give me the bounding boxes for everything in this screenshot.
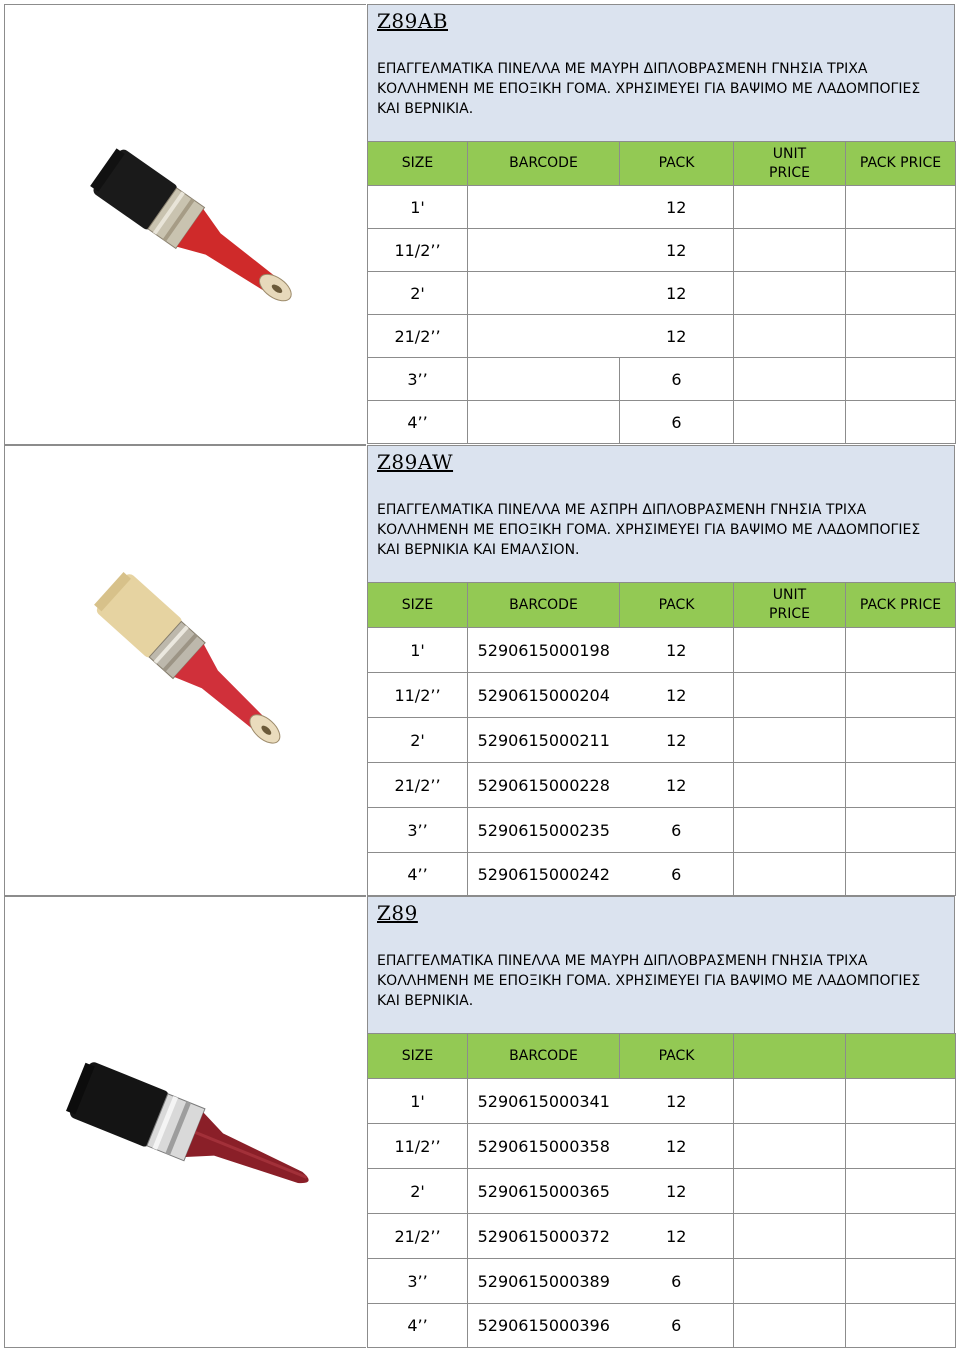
table-row [368, 853, 956, 896]
column-header-pack-price: PACK PRICE [846, 583, 956, 628]
product-code: Z89AB [377, 9, 448, 33]
product-details [367, 4, 955, 445]
cell-empty [846, 1124, 956, 1169]
cell-size: 1' [368, 628, 468, 673]
cell-barcode: 5290615000396 [468, 1304, 620, 1348]
cell-pack: 12 [620, 1079, 734, 1124]
cell-barcode: 5290615000211 [468, 718, 620, 763]
table-row [368, 315, 956, 358]
cell-unit-price [734, 853, 846, 896]
product-description-box [367, 896, 955, 1033]
cell-pack: 12 [620, 718, 734, 763]
cell-size: 11/2’’ [368, 673, 468, 718]
cell-unit-price [734, 718, 846, 763]
cell-unit-price [734, 673, 846, 718]
cell-size: 4’’ [368, 401, 468, 444]
cell-unit-price [734, 808, 846, 853]
cell-size: 21/2’’ [368, 315, 468, 358]
cell-pack: 6 [620, 358, 734, 401]
cell-pack-price [846, 272, 956, 315]
cell-pack-price [846, 315, 956, 358]
product-code: Z89AW [377, 450, 454, 474]
column-header-pack: PACK [620, 583, 734, 628]
cell-unit-price [734, 401, 846, 444]
column-header-size: SIZE [368, 583, 468, 628]
cell-empty [734, 1169, 846, 1214]
cell-unit-price [734, 229, 846, 272]
table-row [368, 1259, 956, 1304]
table-row [368, 358, 956, 401]
cell-pack: 12 [620, 628, 734, 673]
cell-size: 11/2’’ [368, 1124, 468, 1169]
cell-size: 21/2’’ [368, 1214, 468, 1259]
cell-pack: 12 [620, 673, 734, 718]
cell-pack: 6 [620, 1304, 734, 1348]
table-row [368, 808, 956, 853]
cell-empty [734, 1124, 846, 1169]
cell-barcode: 5290615000389 [468, 1259, 620, 1304]
cell-size: 4’’ [368, 853, 468, 896]
cell-pack: 6 [620, 1259, 734, 1304]
cell-barcode: 5290615000341 [468, 1079, 620, 1124]
product-code: Z89 [377, 901, 418, 925]
cell-pack: 6 [620, 401, 734, 444]
product-description: ΕΠΑΓΓΕΛΜΑΤΙΚΑ ΠΙΝΕΛΛΑ ΜΕ ΜΑΥΡΗ ΔΙΠΛΟΒΡΑΣΜΕΝΗ ΓΝΗΣΙΑ ΤΡΙΧΑ ΚΟΛΛΗΜΕΝΗ ΜΕ ΕΠΟΞΙΚΗ ΓΟΜΑ. ΧΡΗΣΙΜΕΥΕΙ ΓΙΑ ΒΑΨΙΜΟ ΜΕ ΛΑΔΟΜΠΟΓΙΕΣ ΚΑΙ ΒΕΡΝΙΚΙΑ. [377, 61, 921, 117]
table-row [368, 673, 956, 718]
cell-pack: 6 [620, 853, 734, 896]
table-row [368, 718, 956, 763]
cell-barcode: 5290615000365 [468, 1169, 620, 1214]
cell-unit-price [734, 358, 846, 401]
paintbrush-white-bristle-icon [55, 556, 335, 786]
cell-pack: 6 [620, 808, 734, 853]
cell-barcode: 5290615000235 [468, 808, 620, 853]
cell-size: 3’’ [368, 808, 468, 853]
product-description: ΕΠΑΓΓΕΛΜΑΤΙΚΑ ΠΙΝΕΛΛΑ ΜΕ ΜΑΥΡΗ ΔΙΠΛΟΒΡΑΣΜΕΝΗ ΓΝΗΣΙΑ ΤΡΙΧΑ ΚΟΛΛΗΜΕΝΗ ΜΕ ΕΠΟΞΙΚΗ ΓΟΜΑ. ΧΡΗΣΙΜΕΥΕΙ ΓΙΑ ΒΑΨΙΜΟ ΜΕ ΛΑΔΟΜΠΟΓΙΕΣ ΚΑΙ ΒΕΡΝΙΚΙΑ. [377, 953, 921, 1009]
table-row [368, 628, 956, 673]
product-details [367, 896, 955, 1348]
cell-pack: 12 [620, 763, 734, 808]
cell-barcode: 5290615000228 [468, 763, 620, 808]
cell-barcode: 5290615000242 [468, 853, 620, 896]
cell-size: 4’’ [368, 1304, 468, 1348]
column-header-pack: PACK [620, 142, 734, 186]
cell-barcode [468, 358, 620, 401]
cell-pack: 12 [620, 229, 734, 272]
cell-unit-price [734, 763, 846, 808]
paintbrush-black-bristle-icon [55, 135, 335, 335]
cell-size: 2' [368, 272, 468, 315]
cell-pack-price [846, 808, 956, 853]
cell-size: 2' [368, 1169, 468, 1214]
cell-empty [734, 1214, 846, 1259]
cell-unit-price [734, 628, 846, 673]
cell-pack-price [846, 229, 956, 272]
column-header-size: SIZE [368, 142, 468, 186]
product-image-cell [4, 896, 366, 1348]
cell-empty [734, 1304, 846, 1348]
table-row [368, 229, 956, 272]
cell-size: 11/2’’ [368, 229, 468, 272]
cell-size: 2' [368, 718, 468, 763]
cell-barcode [468, 272, 620, 315]
column-header-unit-price: UNIT PRICE [734, 142, 846, 186]
cell-pack: 12 [620, 1169, 734, 1214]
column-header-barcode: BARCODE [468, 142, 620, 186]
cell-pack: 12 [620, 186, 734, 229]
cell-empty [846, 1169, 956, 1214]
table-row [368, 401, 956, 444]
column-header-barcode: BARCODE [468, 1034, 620, 1079]
cell-pack-price [846, 853, 956, 896]
product-section-z89ab [4, 4, 955, 445]
cell-empty [846, 1079, 956, 1124]
cell-empty [846, 1304, 956, 1348]
product-section-z89aw [4, 445, 955, 896]
cell-unit-price [734, 315, 846, 358]
cell-pack-price [846, 763, 956, 808]
cell-unit-price [734, 186, 846, 229]
cell-pack-price [846, 401, 956, 444]
cell-size: 21/2’’ [368, 763, 468, 808]
cell-pack: 12 [620, 1214, 734, 1259]
cell-barcode: 5290615000358 [468, 1124, 620, 1169]
product-image-cell [4, 445, 366, 896]
product-section-z89 [4, 896, 955, 1348]
cell-size: 1' [368, 1079, 468, 1124]
column-header-barcode: BARCODE [468, 583, 620, 628]
cell-barcode: 5290615000372 [468, 1214, 620, 1259]
table-row [368, 1214, 956, 1259]
paintbrush-dark-red-icon [50, 1027, 350, 1247]
cell-barcode: 5290615000198 [468, 628, 620, 673]
table-row [368, 1169, 956, 1214]
cell-pack-price [846, 186, 956, 229]
column-header-pack-price: PACK PRICE [846, 142, 956, 186]
product-description-box [367, 4, 955, 141]
product-table [367, 1033, 956, 1348]
cell-pack-price [846, 673, 956, 718]
cell-size: 1' [368, 186, 468, 229]
cell-pack: 12 [620, 315, 734, 358]
column-header-unit-price: UNIT PRICE [734, 583, 846, 628]
product-description: ΕΠΑΓΓΕΛΜΑΤΙΚΑ ΠΙΝΕΛΛΑ ΜΕ ΑΣΠΡΗ ΔΙΠΛΟΒΡΑΣΜΕΝΗ ΓΝΗΣΙΑ ΤΡΙΧΑ ΚΟΛΛΗΜΕΝΗ ΜΕ ΕΠΟΞΙΚΗ ΓΟΜΑ. ΧΡΗΣΙΜΕΥΕΙ ΓΙΑ ΒΑΨΙΜΟ ΜΕ ΛΑΔΟΜΠΟΓΙΕΣ ΚΑΙ ΒΕΡΝΙΚΙΑ ΚΑΙ ΕΜΑΛΣΙΟΝ. [377, 502, 921, 558]
column-header-pack: PACK [620, 1034, 734, 1079]
cell-barcode: 5290615000204 [468, 673, 620, 718]
cell-pack-price [846, 628, 956, 673]
cell-pack: 12 [620, 1124, 734, 1169]
table-row [368, 186, 956, 229]
cell-barcode [468, 401, 620, 444]
table-row [368, 1079, 956, 1124]
product-details [367, 445, 955, 896]
cell-barcode [468, 186, 620, 229]
cell-empty [846, 1214, 956, 1259]
cell-pack-price [846, 358, 956, 401]
product-table [367, 582, 956, 896]
cell-pack: 12 [620, 272, 734, 315]
product-image-cell [4, 4, 366, 445]
cell-empty [734, 1079, 846, 1124]
table-row [368, 1124, 956, 1169]
cell-barcode [468, 229, 620, 272]
product-table [367, 141, 956, 444]
table-row [368, 1304, 956, 1348]
column-header-empty [846, 1034, 956, 1079]
cell-unit-price [734, 272, 846, 315]
cell-size: 3’’ [368, 1259, 468, 1304]
cell-barcode [468, 315, 620, 358]
cell-size: 3’’ [368, 358, 468, 401]
product-description-box [367, 445, 955, 582]
column-header-empty [734, 1034, 846, 1079]
table-row [368, 272, 956, 315]
column-header-size: SIZE [368, 1034, 468, 1079]
table-row [368, 763, 956, 808]
cell-pack-price [846, 718, 956, 763]
cell-empty [846, 1259, 956, 1304]
cell-empty [734, 1259, 846, 1304]
